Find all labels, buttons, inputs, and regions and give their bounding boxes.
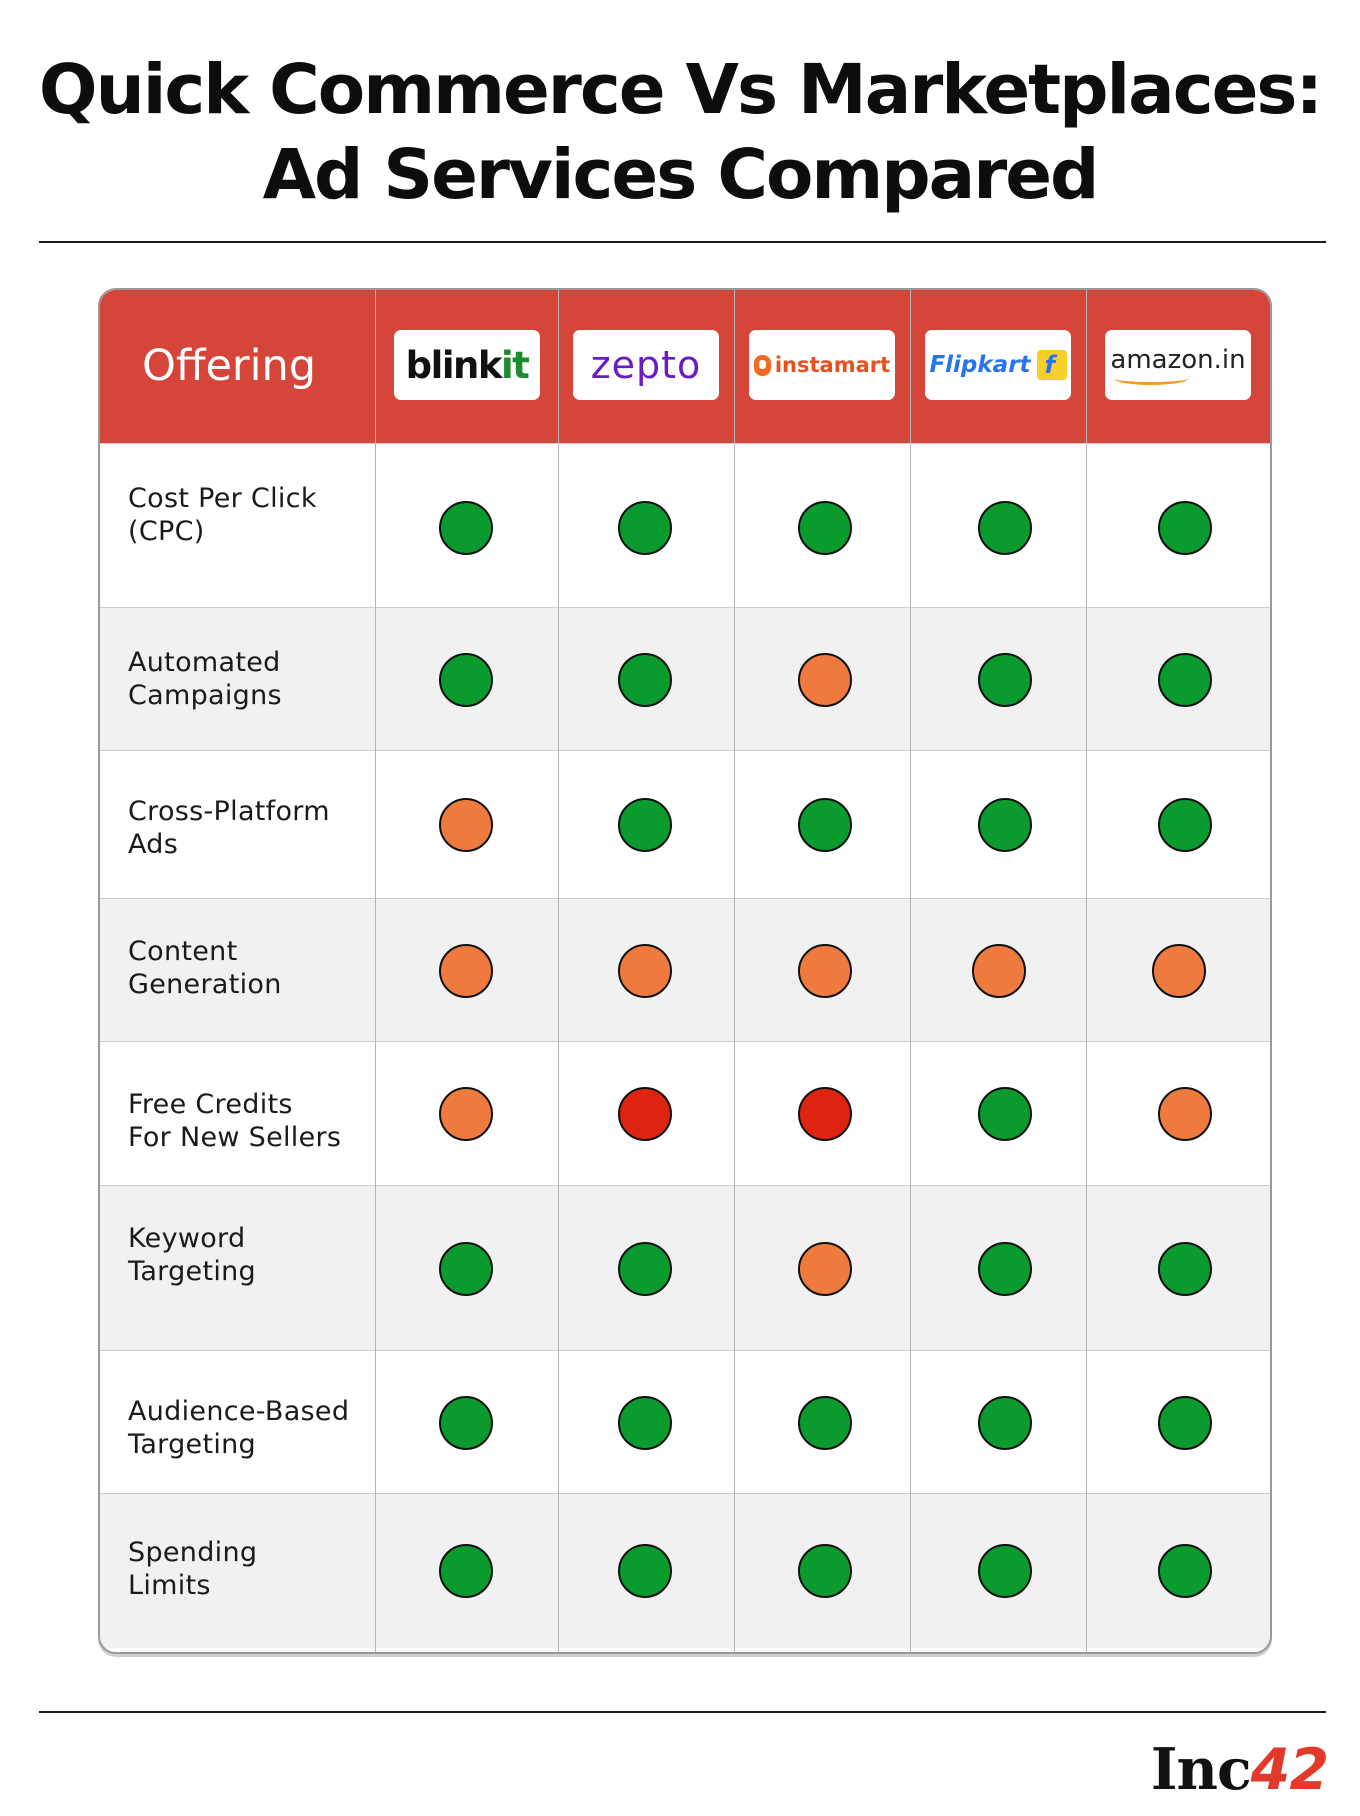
row-label (128, 646, 368, 712)
status-dot-orange (972, 944, 1026, 998)
status-dot-green (978, 501, 1032, 555)
status-dot-green (618, 1242, 672, 1296)
row-label (128, 1222, 368, 1288)
row-label-line: Targeting (128, 1429, 256, 1460)
row-label (128, 1088, 368, 1154)
status-dot-green (439, 501, 493, 555)
status-dot-green (978, 1087, 1032, 1141)
row-label (128, 795, 368, 861)
row-label-line: Cost Per Click (128, 483, 317, 514)
status-dot-orange (439, 798, 493, 852)
status-dot-green (439, 1242, 493, 1296)
row-label-line: Spending (128, 1537, 258, 1568)
blinkit-logo (394, 330, 540, 400)
column-divider (734, 290, 735, 1652)
status-dot-green (1158, 501, 1212, 555)
logo-text: instamart (774, 353, 891, 377)
comparison-table (98, 288, 1272, 1654)
status-dot-green (798, 1544, 852, 1598)
amazon-smile-icon (1114, 372, 1188, 385)
row-label (128, 1395, 368, 1461)
row-label-line: Campaigns (128, 680, 282, 711)
row-label-line: Limits (128, 1570, 211, 1601)
column-divider (375, 290, 376, 1652)
status-dot-orange (1152, 944, 1206, 998)
status-dot-red (618, 1087, 672, 1141)
row-label-line: Ads (128, 829, 179, 860)
status-dot-green (1158, 798, 1212, 852)
status-dot-green (978, 798, 1032, 852)
status-dot-orange (798, 1242, 852, 1296)
status-dot-orange (439, 944, 493, 998)
logo-text: zepto (590, 343, 702, 387)
status-dot-green (798, 501, 852, 555)
page-title (0, 48, 1360, 218)
top-divider (39, 241, 1326, 243)
row-label-line: Generation (128, 969, 282, 1000)
row-label-line: For New Sellers (128, 1122, 342, 1153)
column-divider (558, 290, 559, 1652)
header-offering-label: Offering (142, 341, 317, 391)
row-label-line: (CPC) (128, 516, 205, 547)
status-dot-green (618, 798, 672, 852)
inc42-logo (1151, 1736, 1328, 1803)
row-label-line: Targeting (128, 1256, 256, 1287)
table-row (100, 1350, 1270, 1494)
instamart-pin-icon (754, 355, 771, 376)
bottom-divider (39, 1711, 1326, 1713)
logo-text: blink (405, 343, 501, 387)
table-row (100, 607, 1270, 751)
table-row (100, 1185, 1270, 1351)
status-dot-orange (798, 944, 852, 998)
column-divider (910, 290, 911, 1652)
table-row (100, 443, 1270, 608)
status-dot-orange (1158, 1087, 1212, 1141)
status-dot-green (618, 501, 672, 555)
title-line-1: Quick Commerce Vs Marketplaces: (38, 50, 1322, 130)
status-dot-green (618, 653, 672, 707)
flipkart-bag-icon (1037, 350, 1067, 380)
status-dot-green (1158, 1242, 1212, 1296)
status-dot-green (1158, 653, 1212, 707)
status-dot-green (1158, 1544, 1212, 1598)
status-dot-orange (439, 1087, 493, 1141)
title-line-2: Ad Services Compared (262, 135, 1098, 215)
status-dot-green (618, 1396, 672, 1450)
row-label-line: Content (128, 936, 238, 967)
status-dot-green (978, 1396, 1032, 1450)
status-dot-red (798, 1087, 852, 1141)
row-label-line: Free Credits (128, 1089, 293, 1120)
row-label (128, 1536, 368, 1602)
table-header (100, 290, 1270, 443)
logo-text: Flipkart (929, 352, 1031, 378)
row-label-line: Automated (128, 647, 281, 678)
row-label-line: Cross-Platform (128, 796, 330, 827)
table-row (100, 898, 1270, 1042)
status-dot-green (978, 1544, 1032, 1598)
row-label (128, 482, 368, 548)
status-dot-orange (618, 944, 672, 998)
status-dot-green (798, 798, 852, 852)
status-dot-green (439, 1396, 493, 1450)
status-dot-green (439, 653, 493, 707)
table-row (100, 750, 1270, 899)
table-row (100, 1493, 1270, 1648)
row-label-line: Audience-Based (128, 1396, 350, 1427)
instamart-logo (749, 330, 895, 400)
logo-text-accent: it (500, 343, 529, 387)
amazon-logo (1105, 330, 1251, 400)
inc42-logo-main: Inc (1150, 1736, 1251, 1803)
status-dot-green (439, 1544, 493, 1598)
column-divider (1086, 290, 1087, 1652)
row-label (128, 935, 368, 1001)
table-row (100, 1041, 1270, 1186)
status-dot-green (978, 653, 1032, 707)
inc42-logo-accent: 42 (1250, 1737, 1328, 1803)
row-label-line: Keyword (128, 1223, 246, 1254)
status-dot-green (798, 1396, 852, 1450)
zepto-logo (573, 330, 719, 400)
status-dot-green (978, 1242, 1032, 1296)
status-dot-green (1158, 1396, 1212, 1450)
logo-text: amazon.in (1110, 345, 1246, 375)
status-dot-orange (798, 653, 852, 707)
status-dot-green (618, 1544, 672, 1598)
flipkart-logo (925, 330, 1071, 400)
